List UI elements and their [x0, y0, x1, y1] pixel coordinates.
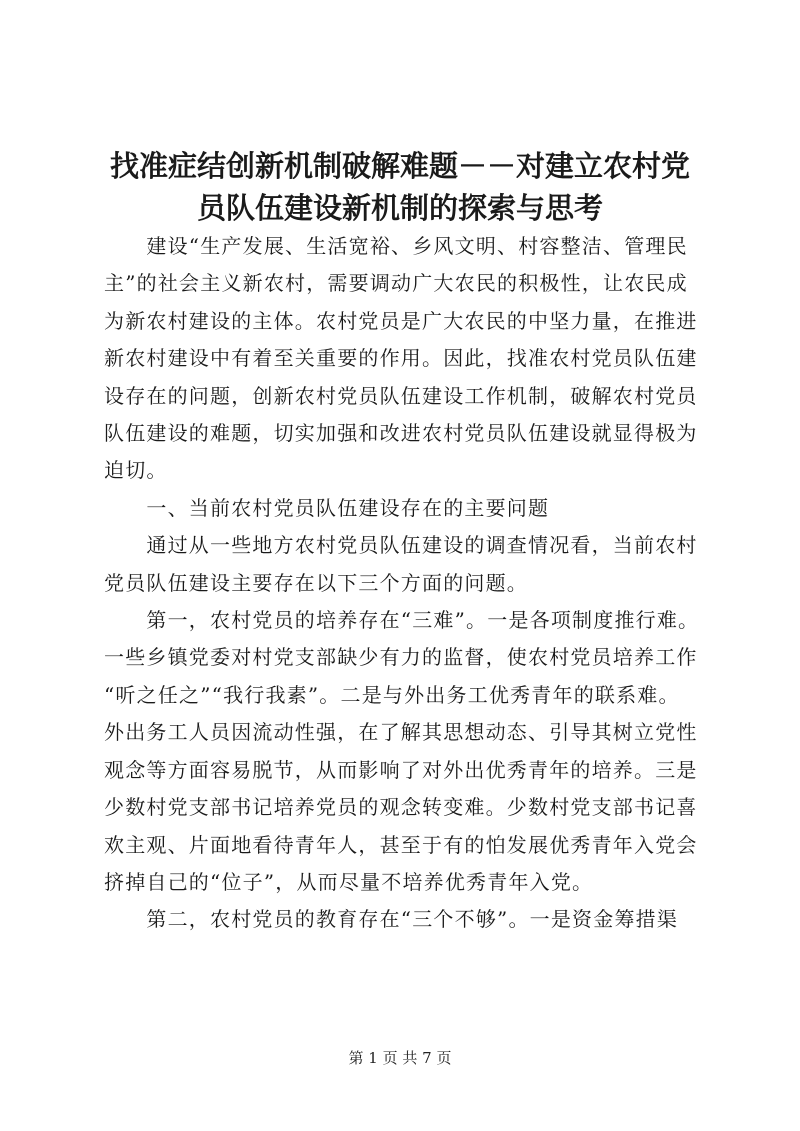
text-line: 观念等方面容易脱节，从而影响了对外出优秀青年的培养。三是	[104, 757, 698, 782]
text-line: 为新农村建设的主体。农村党员是广大农民的中坚力量，在推进	[104, 308, 698, 333]
text-line: 建设“生产发展、生活宽裕、乡风文明、村容整洁、管理民	[104, 234, 688, 258]
document-body	[104, 228, 724, 939]
text-line: 挤掉自己的“位子”，从而尽量不培养优秀青年入党。	[104, 869, 594, 894]
title-line: 找准症结创新机制破解难题－－对建立农村党	[109, 149, 690, 183]
paragraph-intro	[104, 228, 724, 490]
text-line: 迫切。	[104, 458, 168, 483]
text-line: 主”的社会主义新农村，需要调动广大农民的积极性，让农民成	[104, 271, 688, 296]
text-line: 第二，农村党员的教育存在“三个不够”。一是资金筹措渠	[104, 907, 679, 932]
text-line: “听之任之”“我行我素”。二是与外出务工优秀青年的联系难。	[104, 682, 680, 707]
text-line: 一些乡镇党委对村党支部缺少有力的监督，使农村党员培养工作	[104, 645, 698, 670]
text-line: 设存在的问题，创新农村党员队伍建设工作机制，破解农村党员	[104, 383, 698, 408]
text-line: 欢主观、片面地看待青年人，甚至于有的怕发展优秀青年入党会	[104, 832, 698, 857]
paragraph-second-issue	[104, 901, 724, 938]
text-line: 第一，农村党员的培养存在“三难”。一是各项制度推行难。	[104, 608, 700, 633]
text-line: 新农村建设中有着至关重要的作用。因此，找准农村党员队伍建	[104, 346, 698, 371]
text-line: 外出务工人员因流动性强，在了解其思想动态、引导其树立党性	[104, 720, 698, 745]
text-line: 一、当前农村党员队伍建设存在的主要问题	[104, 495, 550, 520]
text-line: 队伍建设的难题，切实加强和改进农村党员队伍建设就显得极为	[104, 421, 698, 446]
section-heading	[104, 490, 724, 527]
page-number-footer: 第 1 页 共 7 页	[348, 1049, 452, 1067]
text-line: 少数村党支部书记培养党员的观念转变难。少数村党支部书记喜	[104, 795, 698, 820]
paragraph-survey	[104, 527, 724, 602]
title-line: 员队伍建设新机制的探索与思考	[196, 191, 603, 225]
text-line: 通过从一些地方农村党员队伍建设的调查情况看，当前农村	[104, 533, 698, 558]
paragraph-first-issue	[104, 602, 724, 901]
text-line: 党员队伍建设主要存在以下三个方面的问题。	[104, 570, 528, 595]
document-title	[100, 145, 700, 229]
